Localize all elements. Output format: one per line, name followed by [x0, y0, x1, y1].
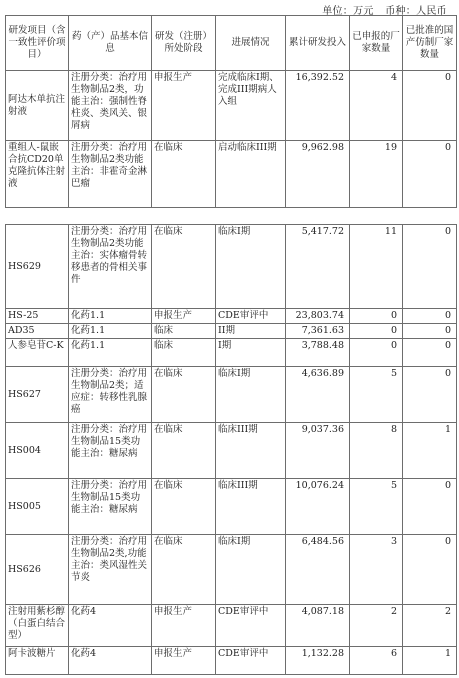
progress: 临床III期 [216, 479, 286, 535]
applied-count: 11 [350, 225, 403, 309]
table-row [6, 479, 457, 535]
stage: 申报生产 [152, 605, 216, 647]
approved-count: 0 [403, 225, 457, 309]
applied-count: 3 [350, 535, 403, 605]
product-info: 化药1.1 [69, 339, 152, 367]
progress: CDE审评中 [216, 309, 286, 324]
stage: 申报生产 [152, 309, 216, 324]
stage: 在临床 [152, 535, 216, 605]
approved-count: 1 [403, 647, 457, 675]
product-info: 注册分类：治疗用生物制品2类，功能主治：强制性脊柱炎、类风关、银屑病 [69, 71, 152, 141]
project-name: 阿卡波糖片 [6, 647, 69, 675]
project-name: HS629 [6, 225, 69, 309]
investment: 10,076.24 [286, 479, 350, 535]
investment: 9,037.36 [286, 423, 350, 479]
stage: 临床 [152, 324, 216, 339]
progress: 完成临床I期、完成III期病人入组 [216, 71, 286, 141]
applied-count: 0 [350, 309, 403, 324]
investment: 4,087.18 [286, 605, 350, 647]
applied-count: 0 [350, 324, 403, 339]
progress: CDE审评中 [216, 605, 286, 647]
investment: 3,788.48 [286, 339, 350, 367]
approved-count: 0 [403, 141, 457, 208]
investment: 9,962.98 [286, 141, 350, 208]
table-row [6, 367, 457, 423]
project-name: 人参皂苷C-K [6, 339, 69, 367]
approved-count: 0 [403, 71, 457, 141]
product-info: 注册分类：治疗用生物制品15类功能主治：糖尿病 [69, 423, 152, 479]
project-name: HS005 [6, 479, 69, 535]
product-info: 化药4 [69, 647, 152, 675]
currency-label: 币种：人民币 [385, 6, 447, 17]
rd-projects-table [5, 15, 457, 675]
table-row [6, 71, 457, 141]
approved-count: 1 [403, 423, 457, 479]
approved-count: 0 [403, 324, 457, 339]
product-info: 化药1.1 [69, 324, 152, 339]
project-name: HS626 [6, 535, 69, 605]
table-gap [6, 208, 457, 225]
progress: I期 [216, 339, 286, 367]
product-info: 注册分类：治疗用生物制品2类功能主治：非霍奇金淋巴瘤 [69, 141, 152, 208]
table-row [6, 309, 457, 324]
progress: II期 [216, 324, 286, 339]
applied-count: 4 [350, 71, 403, 141]
investment: 4,636.89 [286, 367, 350, 423]
investment: 7,361.63 [286, 324, 350, 339]
approved-count: 0 [403, 367, 457, 423]
progress: 临床I期 [216, 367, 286, 423]
header-approved: 已批准的国产仿制厂家数量 [403, 16, 457, 71]
approved-count: 0 [403, 535, 457, 605]
approved-count: 0 [403, 309, 457, 324]
progress: 临床I期 [216, 535, 286, 605]
progress: 临床I期 [216, 225, 286, 309]
header-info: 药（产）品基本信息 [69, 16, 152, 71]
product-info: 注册分类：治疗用生物制品15类功能主治：糖尿病 [69, 479, 152, 535]
applied-count: 0 [350, 339, 403, 367]
unit-label: 单位：万元 [322, 6, 374, 17]
product-info: 化药1.1 [69, 309, 152, 324]
applied-count: 5 [350, 479, 403, 535]
applied-count: 6 [350, 647, 403, 675]
applied-count: 19 [350, 141, 403, 208]
project-name: 重组人-鼠嵌合抗CD20单克隆抗体注射液 [6, 141, 69, 208]
product-info: 注册分类：治疗用生物制品2类,功能主治：类风湿性关节炎 [69, 535, 152, 605]
stage: 在临床 [152, 423, 216, 479]
investment: 23,803.74 [286, 309, 350, 324]
stage: 在临床 [152, 367, 216, 423]
table-row [6, 423, 457, 479]
stage: 临床 [152, 339, 216, 367]
header-progress: 进展情况 [216, 16, 286, 71]
product-info: 化药4 [69, 605, 152, 647]
stage: 申报生产 [152, 71, 216, 141]
project-name: HS004 [6, 423, 69, 479]
investment: 16,392.52 [286, 71, 350, 141]
progress: CDE审评中 [216, 647, 286, 675]
project-name: 阿达木单抗注射液 [6, 71, 69, 141]
applied-count: 8 [350, 423, 403, 479]
applied-count: 5 [350, 367, 403, 423]
header-project: 研发项目（含一致性评价项目） [6, 16, 69, 71]
stage: 在临床 [152, 141, 216, 208]
table-row [6, 225, 457, 309]
investment: 5,417.72 [286, 225, 350, 309]
approved-count: 2 [403, 605, 457, 647]
investment: 6,484.56 [286, 535, 350, 605]
stage: 申报生产 [152, 647, 216, 675]
header-stage: 研发（注册）所处阶段 [152, 16, 216, 71]
project-name: 注射用紫杉醇（白蛋白结合型） [6, 605, 69, 647]
progress: 启动临床III期 [216, 141, 286, 208]
investment: 1,132.28 [286, 647, 350, 675]
product-info: 注册分类：治疗用生物制品2类功能主治：实体瘤骨转移患者的骨相关事件 [69, 225, 152, 309]
header-applied: 已申报的厂家数量 [350, 16, 403, 71]
project-name: HS-25 [6, 309, 69, 324]
product-info: 注册分类：治疗用生物制品2类；适应症：转移性乳腺癌 [69, 367, 152, 423]
table-row [6, 605, 457, 647]
stage: 在临床 [152, 479, 216, 535]
approved-count: 0 [403, 479, 457, 535]
table-row [6, 647, 457, 675]
header-investment: 累计研发投入 [286, 16, 350, 71]
approved-count: 0 [403, 339, 457, 367]
progress: 临床III期 [216, 423, 286, 479]
project-name: HS627 [6, 367, 69, 423]
table-row [6, 339, 457, 367]
stage: 在临床 [152, 225, 216, 309]
header-row [6, 16, 457, 71]
applied-count: 2 [350, 605, 403, 647]
table-row [6, 535, 457, 605]
table-row [6, 141, 457, 208]
table-row [6, 324, 457, 339]
project-name: AD35 [6, 324, 69, 339]
